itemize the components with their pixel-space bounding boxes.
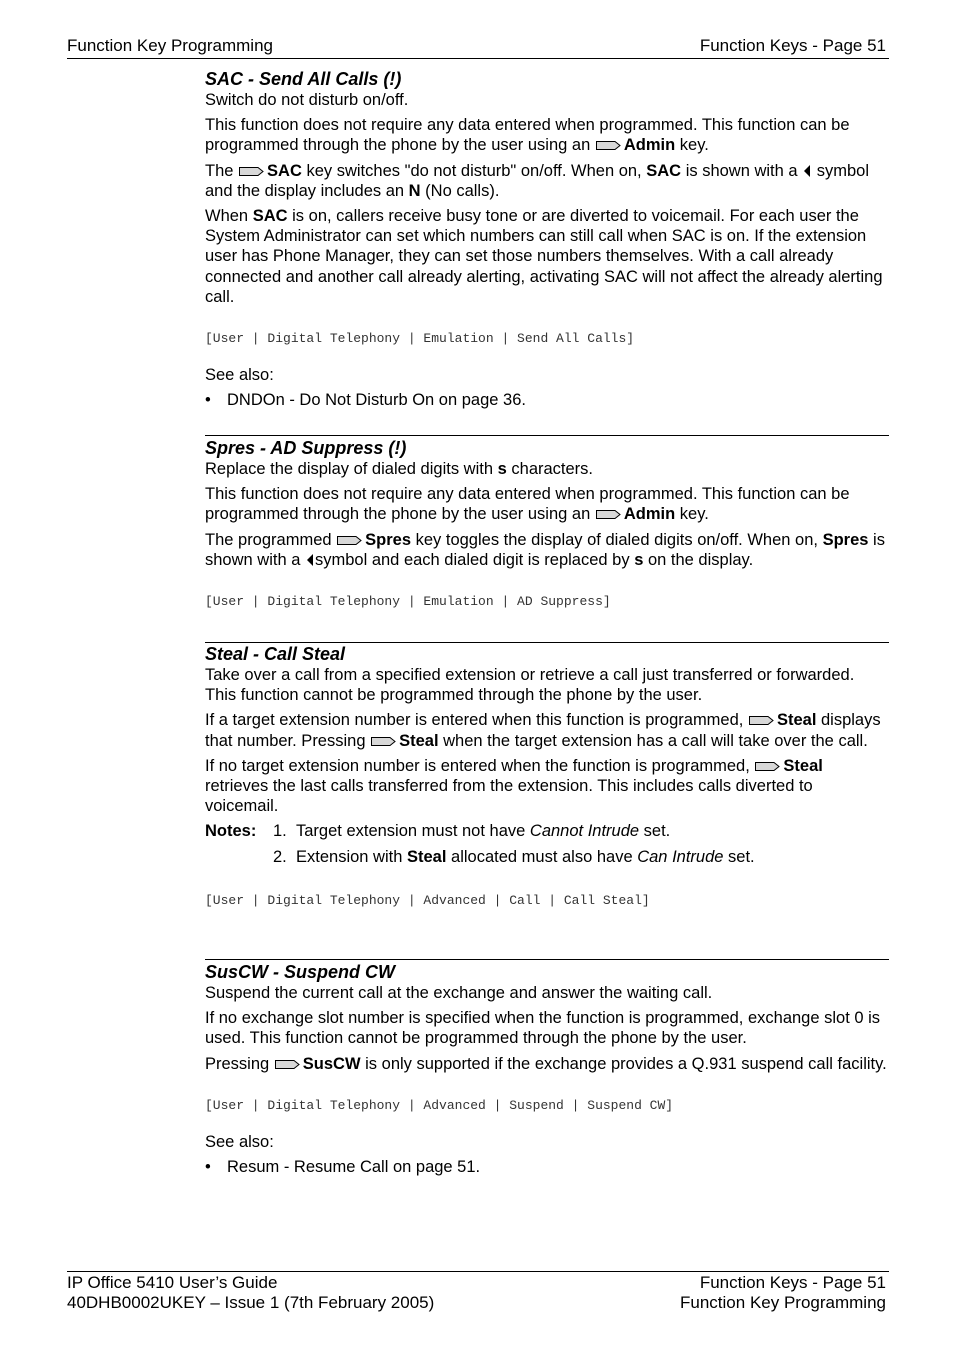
suscw-see-also: See also: — [205, 1133, 274, 1152]
spres-p2: This function does not require any data entered when programmed. This function can be programmed through the phone by the user using an Admin key. — [205, 485, 850, 524]
page-header — [67, 36, 889, 59]
function-key-icon — [595, 140, 621, 151]
header-right: Function Keys - Page 51 — [699, 36, 886, 55]
sac-title: SAC - Send All Calls (!) — [205, 69, 402, 89]
suscw-p3: Pressing SusCW is only supported if the exchange provides a Q.931 suspend call facility. — [205, 1054, 887, 1073]
section-steal — [205, 643, 889, 911]
footer-left-2: 40DHB0002UKEY – Issue 1 (7th February 2005) — [67, 1293, 435, 1312]
sac-p3: The SAC key switches "do not disturb" on/off. When on, SAC is shown with a symbol and the display includes an N (No calls). — [205, 161, 870, 200]
section-spres — [205, 437, 889, 612]
sac-path: [User | Digital Telephony | Emulation | Send All Calls] — [205, 331, 635, 347]
function-key-icon — [754, 761, 780, 772]
section-sac — [205, 68, 889, 411]
arrow-left-icon — [804, 165, 810, 177]
arrow-left-icon — [307, 554, 313, 566]
footer-left-1: IP Office 5410 User’s Guide — [67, 1273, 278, 1292]
suscw-title: SusCW - Suspend CW — [205, 962, 395, 982]
suscw-bullet: • Resum - Resume Call on page 51. — [205, 1158, 481, 1177]
function-key-icon — [336, 535, 362, 546]
notes-label: Notes: — [205, 822, 257, 841]
spres-p1: Replace the display of dialed digits with s characters. — [205, 460, 594, 478]
steal-title: Steal - Call Steal — [205, 644, 346, 664]
steal-path: [User | Digital Telephony | Advanced | Call | Call Steal] — [205, 892, 650, 908]
steal-p3: If no target extension number is entered when the function is programmed, Steal retrieves the last calls transferred from the extension. This includes calls diverted to voicemail. — [205, 756, 823, 816]
section-suscw — [205, 961, 889, 1177]
spres-p3: The programmed Spres key toggles the display of dialed digits on/off. When on, Spres is shown with a symbol and each dialed digit is replaced by s on the display. — [205, 530, 885, 569]
note-2: 2. Extension with Steal allocated must also have Can Intrude set. — [273, 847, 755, 866]
function-key-icon — [370, 736, 396, 747]
header-left: Function Key Programming — [67, 36, 273, 55]
function-key-icon — [274, 1059, 300, 1070]
sac-p1: Switch do not disturb on/off. — [205, 91, 409, 109]
function-key-icon — [748, 715, 774, 726]
footer-right-1: Function Keys - Page 51 — [699, 1273, 886, 1292]
function-key-icon — [238, 166, 264, 177]
sac-bullet: • DNDOn - Do Not Disturb On on page 36. — [205, 391, 526, 410]
sac-see-also: See also: — [205, 366, 274, 385]
page-footer — [67, 1271, 889, 1313]
footer-right-2: Function Key Programming — [680, 1293, 886, 1312]
note-1: 1. Target extension must not have Cannot Intrude set. — [273, 822, 671, 841]
steal-p1: Take over a call from a specified extension or retrieve a call just transferred or forwarded. This function cannot be programmed through the phone by the user. — [205, 666, 855, 705]
suscw-p1: Suspend the current call at the exchange and answer the waiting call. — [205, 984, 713, 1002]
spres-title: Spres - AD Suppress (!) — [205, 438, 407, 458]
spres-path: [User | Digital Telephony | Emulation | AD Suppress] — [205, 594, 611, 610]
steal-notes — [205, 821, 889, 871]
function-key-icon — [595, 509, 621, 520]
suscw-path: [User | Digital Telephony | Advanced | Suspend | Suspend CW] — [205, 1097, 674, 1113]
steal-p2: If a target extension number is entered when this function is programmed, Steal displays that number. Pressing Steal when the target extension has a call will take over the call. — [205, 711, 881, 750]
sac-p4: When SAC is on, callers receive busy tone or are diverted to voicemail. For each user the System Administrator can set which numbers can still call when SAC is on. If the extension user has Phone Manager, they can set those numbers themselves. With a call already connected and another call already alerting, activating SAC will not affect the already alerting call. — [205, 207, 883, 306]
divider — [205, 959, 889, 960]
divider — [205, 435, 889, 436]
sac-p2: This function does not require any data entered when programmed. This function can be programmed through the phone by the user using an Admin key. — [205, 116, 850, 155]
suscw-p2: If no exchange slot number is specified when the function is programmed, exchange slot 0 is used. This function cannot be programmed through the phone by the user. — [205, 1009, 881, 1048]
